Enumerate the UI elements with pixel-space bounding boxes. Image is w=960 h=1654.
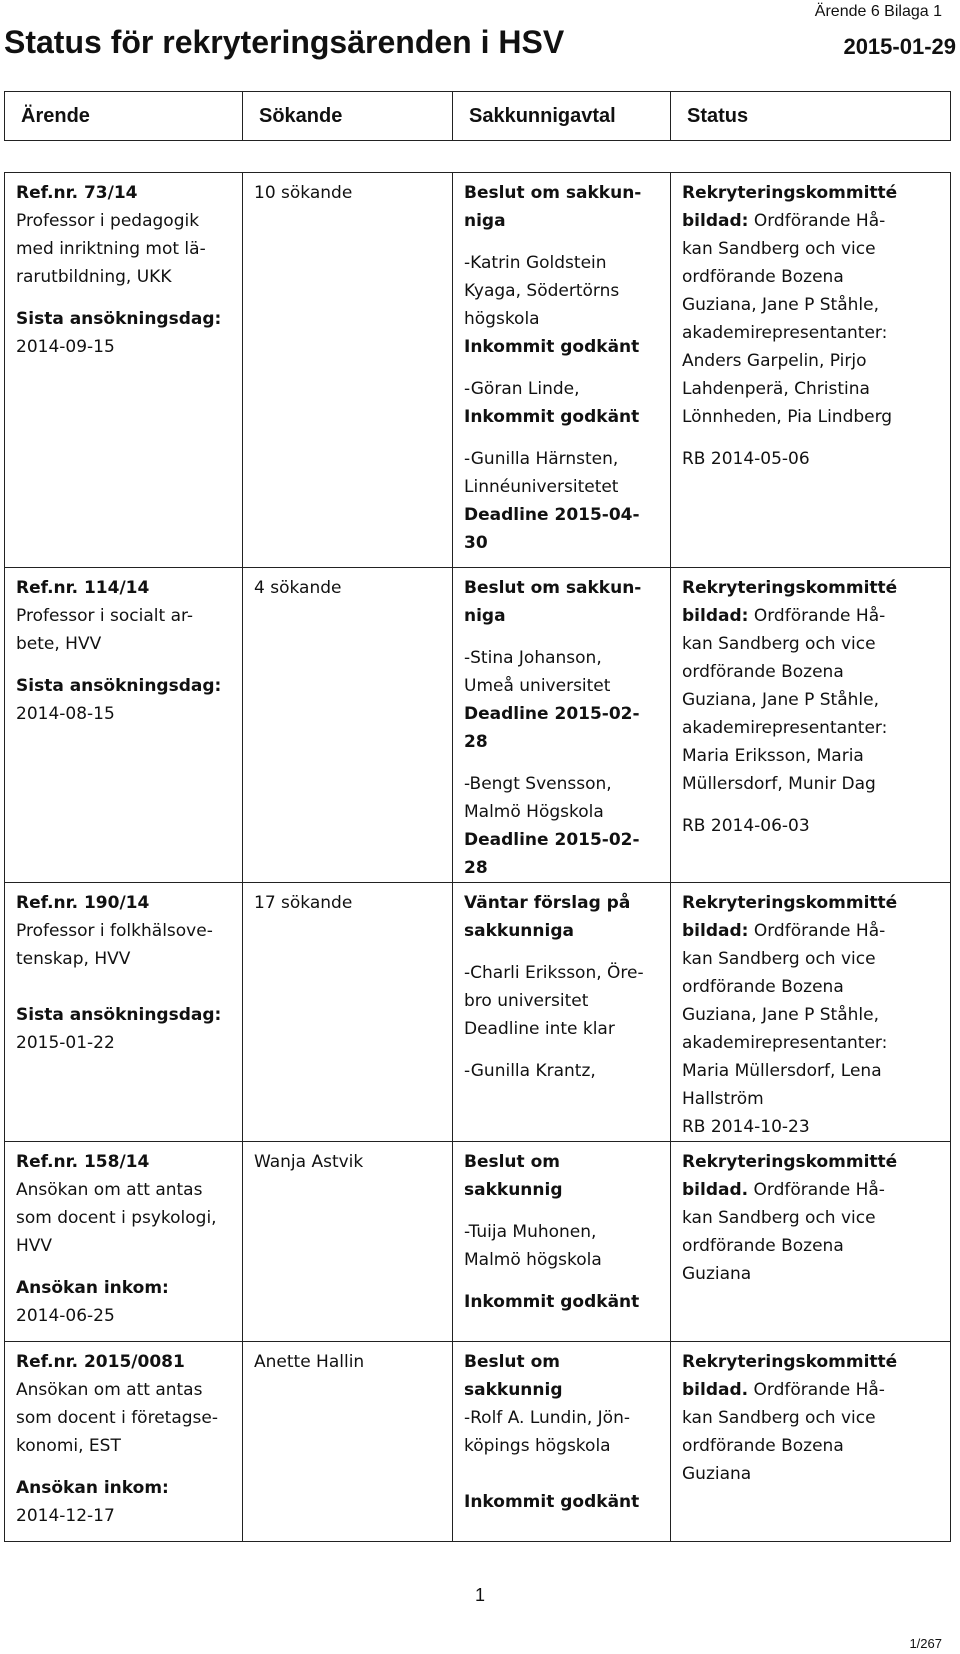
committee-text: Lahdenperä, Christina <box>682 379 870 399</box>
committee-label: bildad. <box>682 1180 749 1200</box>
sokande-cell <box>243 173 453 568</box>
committee-text: Hallström <box>682 1089 764 1109</box>
sokande-cell <box>243 1142 453 1342</box>
committee-text: Guziana <box>682 1464 752 1484</box>
committee-label: bildad: <box>682 606 749 626</box>
position-description: Ansökan om att antas <box>16 1380 203 1400</box>
status-cell <box>671 1142 951 1342</box>
position-description: konomi, EST <box>16 1436 121 1456</box>
committee-label: bildad: <box>682 921 749 941</box>
position-description: Professor i folkhälsove- <box>16 921 213 941</box>
sokande-cell <box>243 1342 453 1542</box>
page-total: 1/267 <box>909 1636 942 1651</box>
committee-text: Guziana, Jane P Ståhle, <box>682 690 879 710</box>
expert-status: Deadline 2015-02-28 <box>464 704 640 752</box>
date-label: Ansökan inkom: <box>16 1478 169 1498</box>
expert-name: -Göran Linde, <box>464 379 580 399</box>
expert-decision-heading: Väntar förslag på <box>464 893 631 913</box>
expert-affiliation: Kyaga, Södertörns <box>464 281 620 301</box>
committee-text: Müllersdorf, Munir Dag <box>682 774 876 794</box>
date-value: 2014-08-15 <box>16 704 115 724</box>
expert-decision-heading: Beslut om sakkun- <box>464 578 642 598</box>
document-reference: Ärende 6 Bilaga 1 <box>814 3 942 20</box>
committee-text: akademirepresentanter: <box>682 1033 888 1053</box>
expert-affiliation: Linnéuniversitetet <box>464 477 619 497</box>
reference-number: Ref.nr. 114/14 <box>16 578 150 598</box>
sakkunnig-cell <box>453 883 671 1142</box>
committee-label: Rekryteringskommitté <box>682 1152 898 1172</box>
committee-label: bildad. <box>682 1380 749 1400</box>
position-description: tenskap, HVV <box>16 949 131 969</box>
committee-text: Anders Garpelin, Pirjo <box>682 351 867 371</box>
arende-cell <box>5 1342 243 1542</box>
sakkunnig-cell <box>453 1142 671 1342</box>
reference-number: Ref.nr. 73/14 <box>16 183 138 203</box>
expert-name: -Rolf A. Lundin, Jön- <box>464 1408 630 1428</box>
column-header-arende: Ärende <box>5 92 243 141</box>
column-header-sokande: Sökande <box>243 92 453 141</box>
committee-text: Maria Müllersdorf, Lena <box>682 1061 882 1081</box>
committee-text: Guziana, Jane P Ståhle, <box>682 295 879 315</box>
position-description: bete, HVV <box>16 634 102 654</box>
recruitment-table <box>4 172 951 1542</box>
expert-status: Inkommit godkänt <box>464 407 640 427</box>
sakkunnig-cell <box>453 173 671 568</box>
committee-label: Rekryteringskommitté <box>682 1352 898 1372</box>
committee-text: Guziana, Jane P Ståhle, <box>682 1005 879 1025</box>
status-cell <box>671 883 951 1142</box>
expert-name: -Bengt Svensson, <box>464 774 612 794</box>
committee-text: akademirepresentanter: <box>682 323 888 343</box>
position-description: Professor i socialt ar- <box>16 606 194 626</box>
committee-text: Lönnheden, Pia Lindberg <box>682 407 893 427</box>
date-value: 2014-09-15 <box>16 337 115 357</box>
applicant-count: 17 sökande <box>254 893 353 913</box>
column-header-table <box>4 91 951 141</box>
column-header-sakkunnigavtal: Sakkunnigavtal <box>453 92 671 141</box>
sokande-cell <box>243 568 453 883</box>
expert-name: -Gunilla Härnsten, <box>464 449 619 469</box>
status-cell <box>671 1342 951 1542</box>
expert-decision-heading: niga <box>464 606 506 626</box>
committee-text <box>682 1376 939 1404</box>
arende-cell <box>5 568 243 883</box>
expert-decision-heading: niga <box>464 211 506 231</box>
applicant-count: 10 sökande <box>254 183 353 203</box>
position-description: rarutbildning, UKK <box>16 267 172 287</box>
expert-affiliation: Malmö Högskola <box>464 802 604 822</box>
position-description: Ansökan om att antas <box>16 1180 203 1200</box>
sakkunnig-cell <box>453 568 671 883</box>
position-description: som docent i psykologi, <box>16 1208 217 1228</box>
committee-text <box>682 917 939 945</box>
committee-text: kan Sandberg och vice <box>682 634 876 654</box>
committee-text: ordförande Bozena <box>682 662 844 682</box>
committee-text: akademirepresentanter: <box>682 718 888 738</box>
committee-text <box>682 602 939 630</box>
expert-affiliation: köpings högskola <box>464 1436 611 1456</box>
expert-decision-heading: sakkunniga <box>464 921 574 941</box>
expert-status: Deadline 2015-02-28 <box>464 830 640 878</box>
expert-status: Inkommit godkänt <box>464 1292 640 1312</box>
committee-text <box>682 1176 939 1204</box>
board-decision: RB 2014-10-23 <box>682 1117 810 1137</box>
expert-decision-heading: Beslut om sakkunnig <box>464 1152 563 1200</box>
committee-text: Ordförande Hå- <box>748 606 886 626</box>
date-label: Sista ansökningsdag: <box>16 309 222 329</box>
date-value: 2014-12-17 <box>16 1506 115 1526</box>
arende-cell <box>5 173 243 568</box>
committee-text: Ordförande Hå- <box>748 921 886 941</box>
committee-text: kan Sandberg och vice <box>682 1208 876 1228</box>
date-value: 2015-01-22 <box>16 1033 115 1053</box>
expert-decision-heading: Beslut om sakkunnig <box>464 1352 563 1400</box>
committee-text: Ordförande Hå- <box>748 1380 885 1400</box>
expert-affiliation: Umeå universitet <box>464 676 611 696</box>
committee-text: ordförande Bozena <box>682 1236 844 1256</box>
expert-decision-heading: Beslut om sakkun- <box>464 183 642 203</box>
applicant-name: Wanja Astvik <box>254 1152 364 1172</box>
expert-name: -Tuija Muhonen, <box>464 1222 597 1242</box>
table-row <box>5 1342 951 1542</box>
position-description: HVV <box>16 1236 53 1256</box>
table-row <box>5 568 951 883</box>
date-label: Ansökan inkom: <box>16 1278 169 1298</box>
position-description: som docent i företagse- <box>16 1408 218 1428</box>
committee-label: Rekryteringskommitté <box>682 578 898 598</box>
committee-text: Maria Eriksson, Maria <box>682 746 864 766</box>
expert-status: Deadline 2015-04-30 <box>464 505 640 553</box>
committee-text: ordförande Bozena <box>682 267 844 287</box>
expert-affiliation: Malmö högskola <box>464 1250 602 1270</box>
expert-name: -Katrin Goldstein <box>464 253 607 273</box>
reference-number: Ref.nr. 158/14 <box>16 1152 150 1172</box>
date-value: 2014-06-25 <box>16 1306 115 1326</box>
status-cell <box>671 568 951 883</box>
committee-text: Ordförande Hå- <box>748 1180 885 1200</box>
column-header-row <box>5 92 951 141</box>
committee-text: ordförande Bozena <box>682 977 844 997</box>
arende-cell <box>5 883 243 1142</box>
committee-text <box>682 207 939 235</box>
expert-name: -Gunilla Krantz, <box>464 1061 596 1081</box>
committee-text: kan Sandberg och vice <box>682 1408 876 1428</box>
reference-number: Ref.nr. 2015/0081 <box>16 1352 185 1372</box>
page-number: 1 <box>474 1585 485 1605</box>
expert-affiliation: högskola <box>464 309 540 329</box>
board-decision: RB 2014-05-06 <box>682 449 810 469</box>
committee-label: Rekryteringskommitté <box>682 183 898 203</box>
arende-cell <box>5 1142 243 1342</box>
applicant-name: Anette Hallin <box>254 1352 365 1372</box>
table-row <box>5 1142 951 1342</box>
date-label: Sista ansökningsdag: <box>16 1005 222 1025</box>
table-row <box>5 883 951 1142</box>
committee-text: Guziana <box>682 1264 752 1284</box>
reference-number: Ref.nr. 190/14 <box>16 893 150 913</box>
expert-status: Inkommit godkänt <box>464 1492 640 1512</box>
expert-name: -Charli Eriksson, Öre- <box>464 963 644 983</box>
document-date: 2015-01-29 <box>843 34 956 59</box>
board-decision: RB 2014-06-03 <box>682 816 810 836</box>
committee-text: Ordförande Hå- <box>748 211 886 231</box>
expert-name: -Stina Johanson, <box>464 648 602 668</box>
expert-affiliation: bro universitet <box>464 991 589 1011</box>
sakkunnig-cell <box>453 1342 671 1542</box>
page-title: Status för rekryteringsärenden i HSV <box>4 24 565 60</box>
applicant-count: 4 sökande <box>254 578 342 598</box>
committee-text: kan Sandberg och vice <box>682 239 876 259</box>
column-header-status: Status <box>671 92 951 141</box>
expert-status: Inkommit godkänt <box>464 337 640 357</box>
position-description: med inriktning mot lä- <box>16 239 206 259</box>
position-description: Professor i pedagogik <box>16 211 200 231</box>
committee-label: Rekryteringskommitté <box>682 893 898 913</box>
committee-text: kan Sandberg och vice <box>682 949 876 969</box>
status-cell <box>671 173 951 568</box>
table-row <box>5 173 951 568</box>
date-label: Sista ansökningsdag: <box>16 676 222 696</box>
expert-status: Deadline inte klar <box>464 1019 615 1039</box>
committee-text: ordförande Bozena <box>682 1436 844 1456</box>
sokande-cell <box>243 883 453 1142</box>
committee-label: bildad: <box>682 211 749 231</box>
